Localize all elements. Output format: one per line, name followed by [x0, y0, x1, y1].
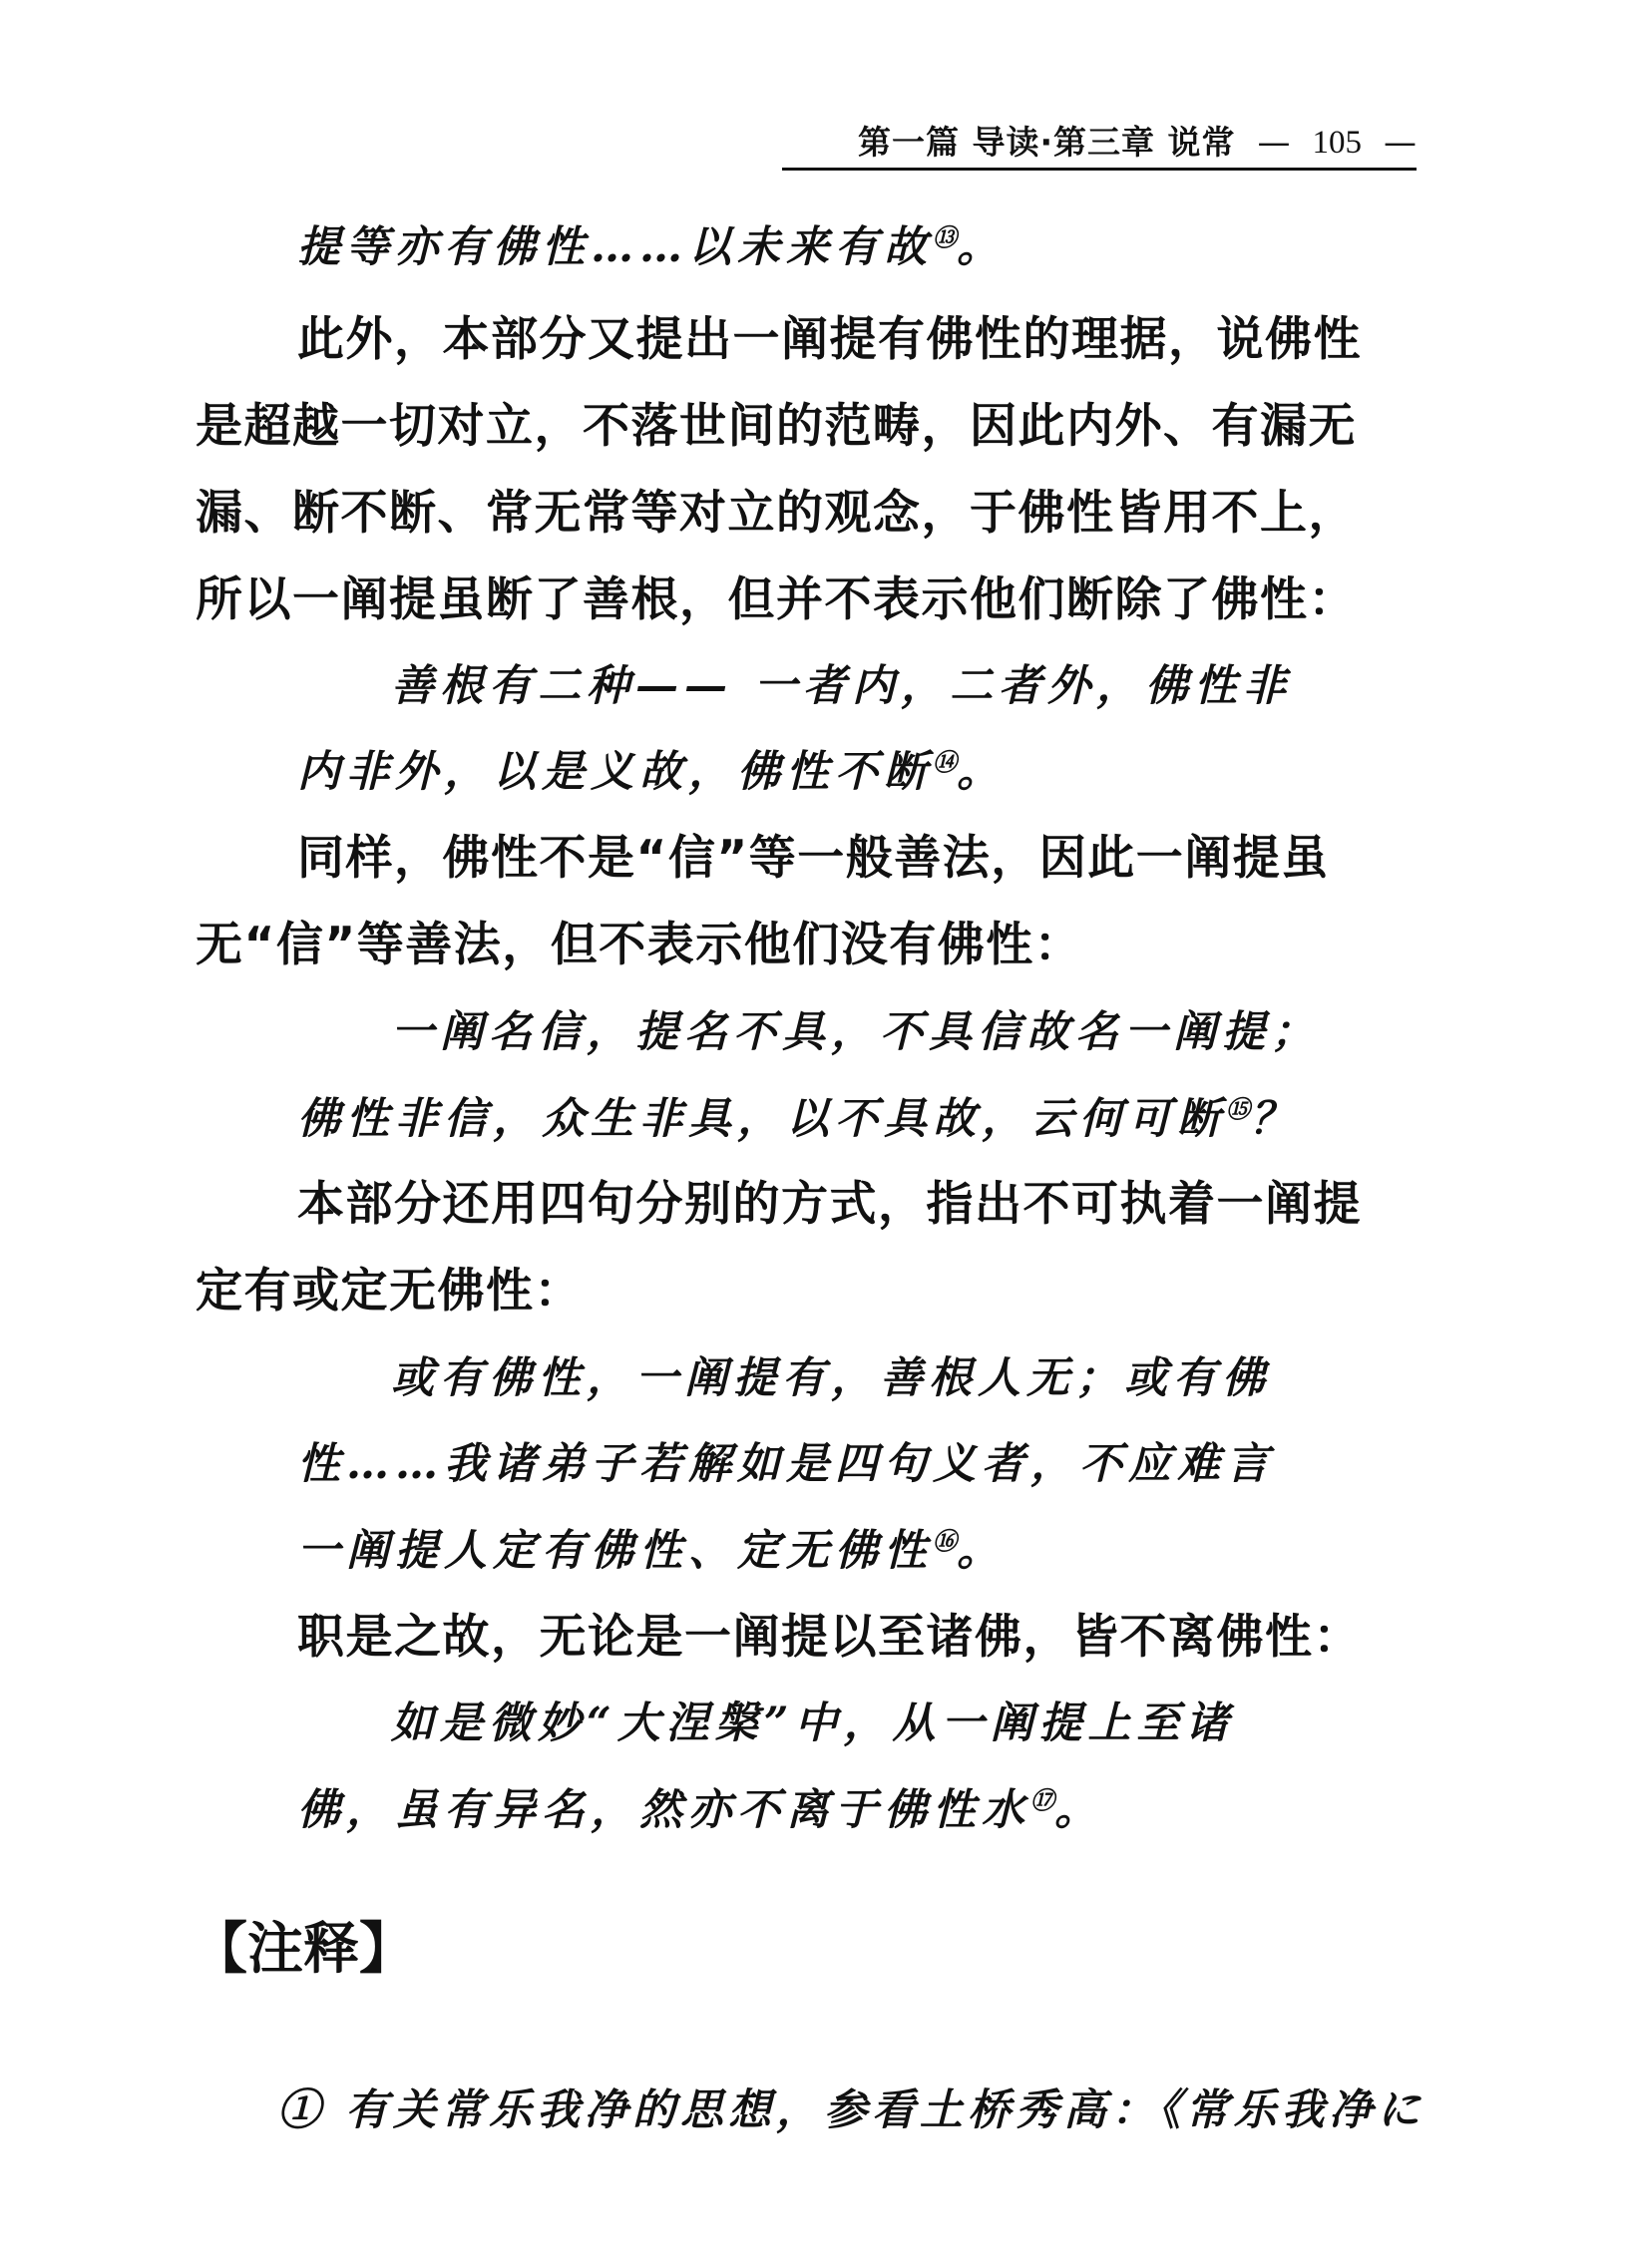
- quote-line: 一阐名信，提名不具，不具信故名一阐提；: [391, 1007, 1320, 1057]
- body-line: 无“信”等善法，但不表示他们没有佛性：: [196, 918, 1083, 972]
- body-line: 职是之故，无论是一阐提以至诸佛，皆不离佛性：: [297, 1610, 1362, 1665]
- footnote-marker: ⑮: [1226, 1094, 1250, 1124]
- quote-line: 如是微妙“大涅槃”中，从一阐提上至诸: [391, 1699, 1235, 1748]
- footnote-marker: ⑭: [933, 747, 957, 777]
- header-chapter-title: 第一篇 导读·第三章 说常: [857, 123, 1236, 162]
- notes-heading: 【注释】: [192, 1917, 415, 1982]
- footnote-marker: ⑬: [933, 222, 957, 252]
- body-line: 定有或定无佛性：: [196, 1264, 583, 1319]
- quote-line: 提等亦有佛性……以未来有故⑬。: [297, 222, 1006, 272]
- header-dash-left: —: [1257, 123, 1291, 162]
- quote-line: 佛，虽有异名，然亦不离于佛性水⑰。: [297, 1785, 1103, 1835]
- footnote-marker: ⑰: [1030, 1785, 1054, 1815]
- quote-line: 性……我诸弟子若解如是四句义者，不应难言: [297, 1439, 1275, 1489]
- header-dash-right: —: [1384, 123, 1417, 162]
- quote-line: 或有佛性，一阐提有，善根人无；或有佛: [391, 1353, 1271, 1403]
- quote-line: 善根有二种—— 一者内，二者外，佛性非: [391, 661, 1292, 711]
- quote-line: 一阐提人定有佛性、定无佛性⑯。: [297, 1526, 1006, 1576]
- body-line: 同样，佛性不是“信”等一般善法，因此一阐提虽: [297, 831, 1330, 886]
- body-line: 此外，本部分又提出一阐提有佛性的理据，说佛性: [297, 312, 1362, 367]
- body-line: 本部分还用四句分别的方式，指出不可执着一阐提: [297, 1177, 1362, 1232]
- running-header: [782, 118, 1417, 171]
- quote-line: 内非外，以是义故，佛性不断⑭。: [297, 747, 1006, 797]
- page-number: 105: [1312, 125, 1362, 161]
- body-line: 所以一阐提虽断了善根，但并不表示他们断除了佛性：: [196, 572, 1357, 627]
- quote-line: 佛性非信，众生非具，以不具故，云何可断⑮？: [297, 1094, 1299, 1144]
- footnote-entry: ① 有关常乐我净的思想，参看土桥秀高：《常乐我净に: [277, 2085, 1425, 2135]
- body-line: 是超越一切对立，不落世间的范畴，因此内外、有漏无: [196, 399, 1357, 454]
- footnote-marker: ⑯: [933, 1526, 957, 1556]
- body-line: 漏、断不断、常无常等对立的观念，于佛性皆用不上，: [196, 486, 1357, 541]
